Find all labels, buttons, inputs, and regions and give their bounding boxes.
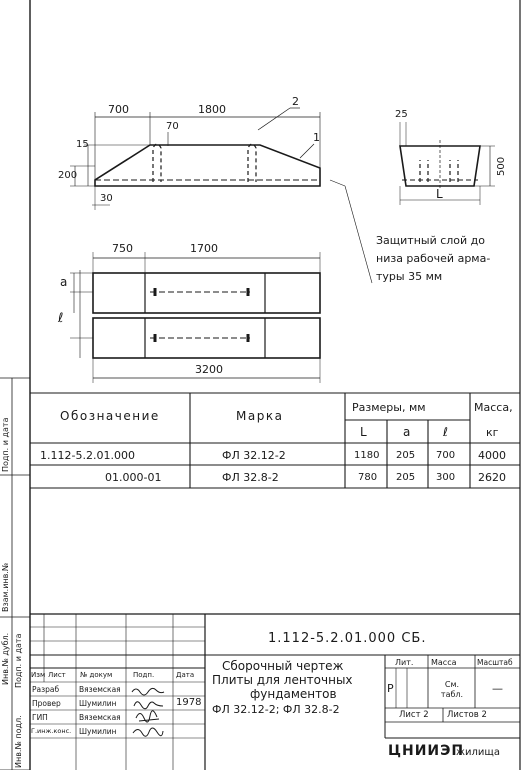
row-mass: 2620	[478, 471, 506, 484]
dim-section-height: 500	[496, 156, 507, 176]
title-line-4: ФЛ 32.12-2; ФЛ 32.8-2	[212, 703, 340, 716]
signature-checker	[134, 702, 163, 709]
name-chief-engineer: Вяземская	[79, 713, 121, 722]
th-dims: Размеры, мм	[352, 401, 426, 414]
margin-label-vzam: Взам.инв.№	[1, 562, 10, 612]
document-code: 1.112-5.2.01.000 СБ.	[268, 631, 427, 646]
scale-value: —	[492, 682, 503, 695]
mass-value: См. табл.	[440, 680, 464, 700]
dim-height: 200	[58, 170, 78, 181]
stage-value: Р	[387, 682, 394, 695]
row-mark: ФЛ 32.12-2	[222, 449, 286, 462]
col-izm: Изм	[31, 671, 46, 679]
role-chief-engineer: ГИП	[32, 713, 48, 722]
stage-scale-header: Масштаб	[477, 658, 513, 667]
dim-cover: 30	[100, 193, 113, 204]
note-line-3: туры 35 мм	[376, 270, 443, 283]
margin-label-podp-bottom: Подп. и дата	[14, 633, 23, 688]
row-mark: ФЛ 32.8-2	[222, 471, 279, 484]
row-L: 780	[358, 472, 378, 483]
dim-middle: 1800	[198, 103, 226, 116]
dim-slope-rise: 15	[76, 139, 89, 150]
th-designation: Обозначение	[60, 409, 160, 423]
th-a: a	[403, 425, 411, 439]
sheet-count: Листов 2	[447, 710, 487, 720]
year: 1978	[176, 697, 202, 708]
org-suffix: жилища	[456, 747, 500, 758]
signature-developer	[132, 688, 164, 695]
margin-label-podp-top: Подп. и дата	[1, 417, 10, 472]
th-L: L	[360, 425, 367, 439]
dim-plan-left: 750	[112, 242, 133, 255]
callout-loop: 2	[292, 95, 299, 108]
signature-consultant	[133, 728, 163, 736]
note-line-1: Защитный слой до	[376, 234, 486, 247]
title-line-3: фундаментов	[250, 687, 337, 701]
signature-chief-engineer	[136, 711, 159, 722]
stage-lit-header: Лит.	[395, 658, 414, 667]
dim-left-slope: 700	[108, 103, 129, 116]
name-checker: Шумилин	[79, 699, 117, 708]
dim-section-width-top: 25	[395, 109, 408, 120]
col-list: Лист	[48, 671, 66, 679]
th-mass: Масса,	[474, 401, 513, 414]
role-checker: Провер	[32, 699, 61, 708]
margin-label-inv-podl: Инв.№ подл.	[14, 715, 23, 768]
dim-plan-a: a	[60, 275, 68, 289]
note-line-2: низа рабочей арма-	[376, 252, 491, 265]
margin-label-inv-dubl: Инв.№ дубл.	[1, 632, 10, 685]
role-developer: Разраб	[32, 685, 60, 694]
row-designation: 01.000-01	[105, 471, 162, 484]
stage-mass-header: Масса	[431, 658, 457, 667]
title-line-1: Сборочный чертеж	[222, 659, 344, 673]
callout-rebar: 1	[313, 131, 320, 144]
sheet-number: Лист 2	[399, 710, 429, 720]
row-mass: 4000	[478, 449, 506, 462]
row-L: 1180	[354, 450, 380, 461]
th-l: ℓ	[443, 425, 448, 439]
row-l: 700	[436, 450, 456, 461]
col-date: Дата	[176, 671, 195, 679]
dim-plan-l: ℓ	[58, 311, 64, 326]
dim-section-length: L	[436, 187, 443, 201]
col-sign: Подп.	[133, 671, 155, 679]
row-a: 205	[396, 472, 416, 483]
dim-plan-total: 3200	[195, 363, 223, 376]
row-a: 205	[396, 450, 416, 461]
name-consultant: Шумилин	[79, 727, 117, 736]
col-doc: № докум	[80, 671, 113, 679]
dim-loop-height: 70	[166, 121, 179, 132]
th-mark: Марка	[236, 409, 284, 423]
role-consultant: Г.инж.конс.	[31, 727, 72, 735]
dim-plan-middle: 1700	[190, 242, 218, 255]
name-developer: Вяземская	[79, 685, 121, 694]
title-line-2: Плиты для ленточных	[212, 673, 353, 687]
row-l: 300	[436, 472, 456, 483]
th-mass-unit: кг	[486, 426, 499, 439]
org-name: ЦНИИЭП	[388, 743, 465, 759]
row-designation: 1.112-5.2.01.000	[40, 449, 135, 462]
